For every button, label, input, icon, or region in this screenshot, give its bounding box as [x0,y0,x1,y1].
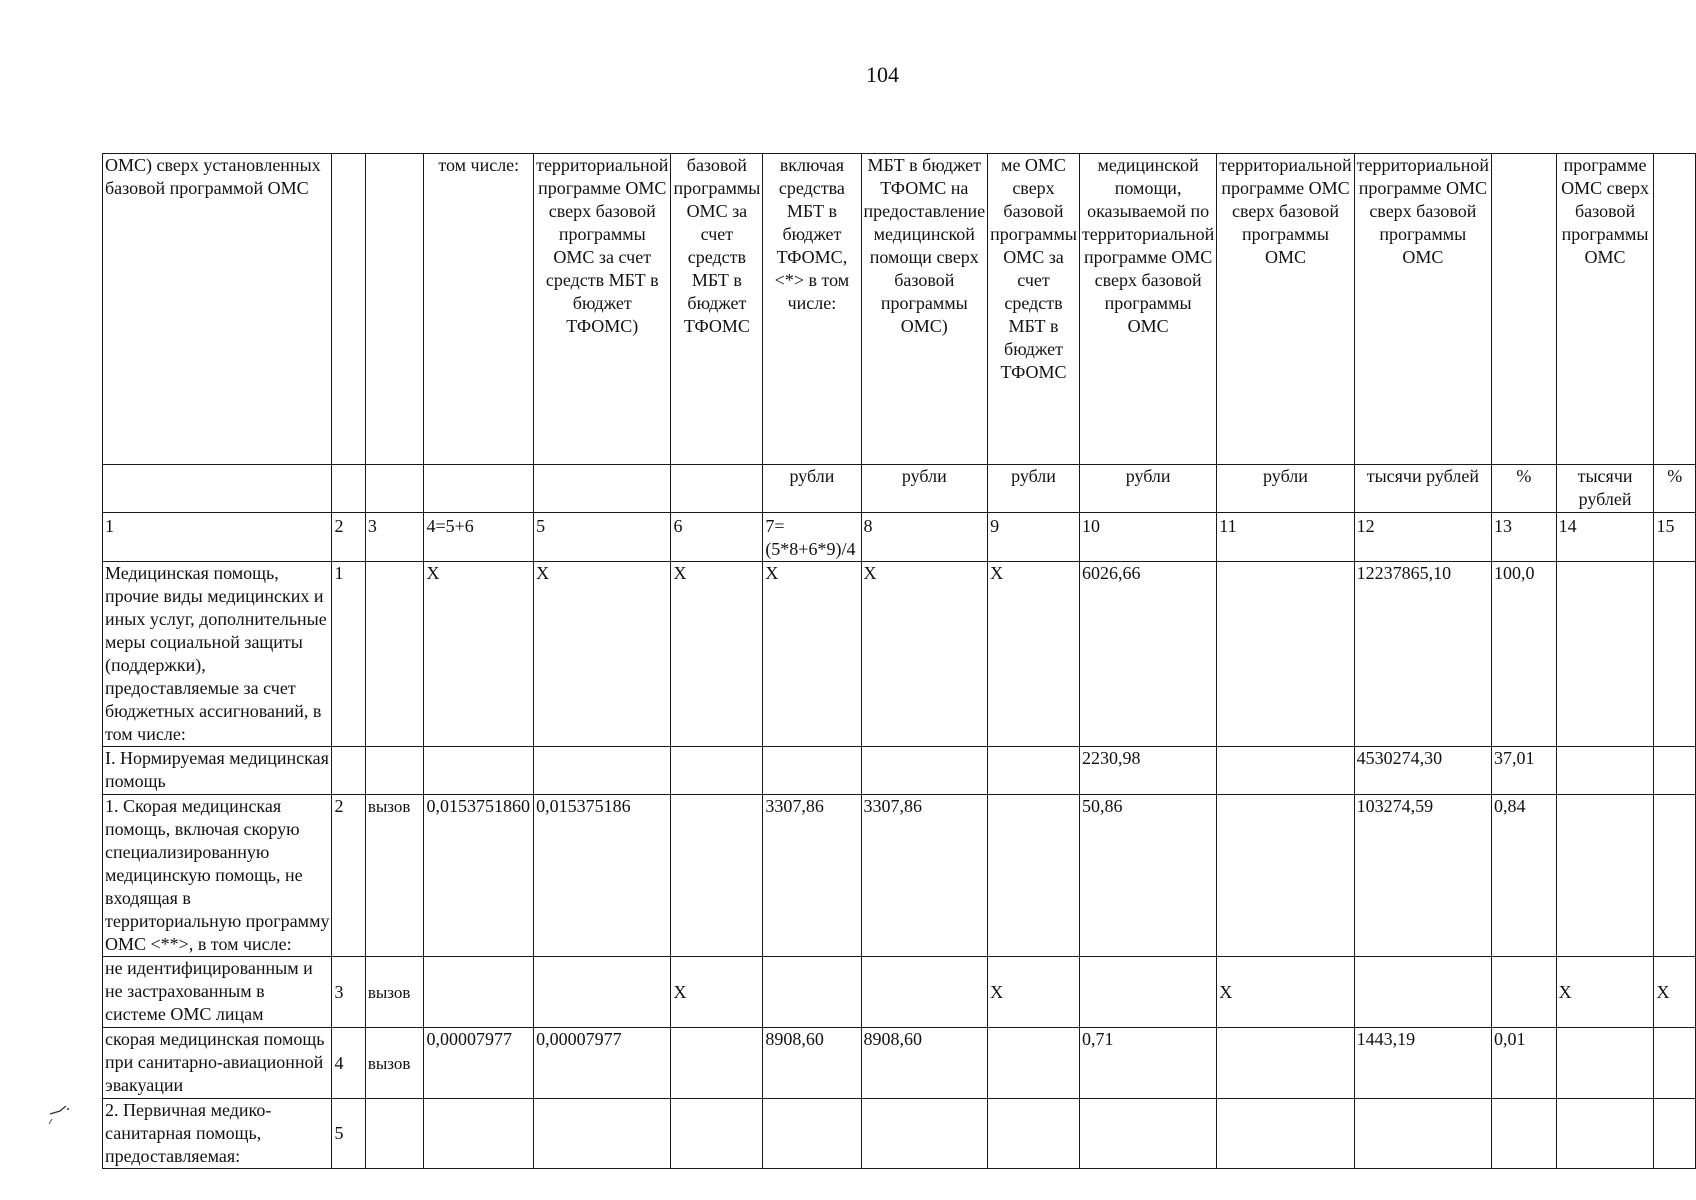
col-number-cell: 3 [365,513,424,562]
table-cell: вызов [365,957,424,1028]
table-cell: X [988,562,1080,747]
table-cell [534,747,671,795]
row-label: I. Нормируемая медицинская помощь [103,747,332,795]
unit-cell [332,465,365,513]
table-cell: 100,0 [1492,562,1557,747]
header-cell [332,154,365,465]
table-row [103,1099,1696,1169]
row-label: Медицинская помощь, прочие виды медицинских и иных услуг, дополнительные меры социальной защиты (поддержки), предоставляемые за счет бюджетных ассигнований, в том числе: [103,562,332,747]
header-cell: ОМС) сверх установленных базовой программой ОМС [103,154,332,465]
table-cell: X [534,562,671,747]
header-cell: МБТ в бюджет ТФОМС на предоставление медицинской помощи сверх базовой программы ОМС) [861,154,988,465]
table-cell: вызов [365,1028,424,1099]
table-cell [365,562,424,747]
table-cell: 4530274,30 [1354,747,1491,795]
col-number-cell: 12 [1354,513,1491,562]
table-cell [1556,1099,1654,1169]
table-cell [424,747,534,795]
table-cell: X [763,562,861,747]
table-cell [1556,747,1654,795]
col-number-cell: 13 [1492,513,1557,562]
table-cell: 1443,19 [1354,1028,1491,1099]
table-cell [671,1099,763,1169]
unit-cell [103,465,332,513]
table-cell [763,747,861,795]
table-cell: X [861,562,988,747]
row-label: 1. Скорая медицинская помощь, включая скорую специализированную медицинскую помощь, не входящая в территориальную программу ОМС <**>, в том числе: [103,795,332,957]
table-row [103,1028,1696,1099]
table-cell: X [1217,957,1354,1028]
col-number-cell: 8 [861,513,988,562]
unit-cell: тысячи рублей [1556,465,1654,513]
norms-table [102,153,1696,1169]
col-number-cell: 6 [671,513,763,562]
header-cell: территориальной программе ОМС сверх базовой программы ОМС [1354,154,1491,465]
unit-cell: % [1654,465,1696,513]
table-cell [1217,747,1354,795]
header-cell: медицинской помощи, оказываемой по территориальной программе ОМС сверх базовой программы ОМС [1079,154,1216,465]
table-cell: 0,71 [1079,1028,1216,1099]
table-cell [424,1099,534,1169]
unit-cell: рубли [1217,465,1354,513]
table-row [103,957,1696,1028]
page-number: 104 [866,62,899,87]
header-cell: включая средства МБТ в бюджет ТФОМС, <*> в том числе: [763,154,861,465]
unit-cell [365,465,424,513]
header-cell: ме ОМС сверх базовой программы ОМС за счет средств МБТ в бюджет ТФОМС [988,154,1080,465]
unit-cell: тысячи рублей [1354,465,1491,513]
table-cell [1654,1028,1696,1099]
table-cell [1556,1028,1654,1099]
table-cell [1492,1099,1557,1169]
unit-cell [671,465,763,513]
table-cell [763,957,861,1028]
table-cell: 0,84 [1492,795,1557,957]
table-cell [1654,1099,1696,1169]
col-number-cell: 7=(5*8+6*9)/4 [763,513,861,562]
table-cell: 0,01 [1492,1028,1557,1099]
table-cell: 37,01 [1492,747,1557,795]
unit-cell [534,465,671,513]
row-label: не идентифицированным и не застрахованным в системе ОМС лицам [103,957,332,1028]
header-cell: программе ОМС сверх базовой программы ОМС [1556,154,1654,465]
unit-cell: % [1492,465,1557,513]
table-cell: 2 [332,795,365,957]
table-cell [1556,562,1654,747]
header-cell: территориальной программе ОМС сверх базовой программы ОМС за счет средств МБТ в бюджет ТФОМС) [534,154,671,465]
table-cell [1217,795,1354,957]
table-cell: X [671,957,763,1028]
table-cell: 3307,86 [861,795,988,957]
table-cell [1556,795,1654,957]
table-cell [763,1099,861,1169]
row-label: 2. Первичная медико-санитарная помощь, предоставляемая: [103,1099,332,1169]
table-row [103,795,1696,957]
table-cell [861,957,988,1028]
col-number-cell: 14 [1556,513,1654,562]
table-cell [861,1099,988,1169]
col-number-cell: 1 [103,513,332,562]
col-number-cell: 2 [332,513,365,562]
table-cell [1217,562,1354,747]
table-cell: 2230,98 [1079,747,1216,795]
table-cell [671,1028,763,1099]
table-cell [1217,1099,1354,1169]
table-cell: 12237865,10 [1354,562,1491,747]
col-number-cell: 10 [1079,513,1216,562]
table-cell [1354,957,1491,1028]
table-cell: 103274,59 [1354,795,1491,957]
table-cell: 0,00007977 [424,1028,534,1099]
table-cell [365,1099,424,1169]
table-cell: X [1556,957,1654,1028]
table-cell [534,1099,671,1169]
table-cell: 0,00007977 [534,1028,671,1099]
table-cell: X [671,562,763,747]
table-cell [988,1028,1080,1099]
header-cell [365,154,424,465]
table-cell: вызов [365,795,424,957]
unit-cell: рубли [763,465,861,513]
table-cell [1079,957,1216,1028]
table-cell: 8908,60 [763,1028,861,1099]
header-cell: том числе: [424,154,534,465]
header-row [103,154,1696,465]
header-cell [1654,154,1696,465]
row-label: скорая медицинская помощь при санитарно-авиационной эвакуации [103,1028,332,1099]
table-cell [424,957,534,1028]
table-cell: X [988,957,1080,1028]
table-cell: X [424,562,534,747]
units-row [103,465,1696,513]
table-cell: 50,86 [1079,795,1216,957]
table-cell [365,747,424,795]
table-cell: 6026,66 [1079,562,1216,747]
header-cell [1492,154,1557,465]
table-cell: 0,015375186 [534,795,671,957]
table-cell: 3307,86 [763,795,861,957]
table-cell [671,795,763,957]
table-cell: 0,0153751860 [424,795,534,957]
table-cell [988,747,1080,795]
table-cell: 1 [332,562,365,747]
table-cell [1654,795,1696,957]
table-cell: X [1654,957,1696,1028]
col-number-cell: 11 [1217,513,1354,562]
unit-cell: рубли [988,465,1080,513]
table-cell [1217,1028,1354,1099]
header-cell: базовой программы ОМС за счет средств МБТ в бюджет ТФОМС [671,154,763,465]
unit-cell: рубли [1079,465,1216,513]
table-cell [988,795,1080,957]
table-row [103,747,1696,795]
table-cell [861,747,988,795]
unit-cell [424,465,534,513]
table-cell [332,747,365,795]
table-cell [1654,747,1696,795]
table-cell: 3 [332,957,365,1028]
column-numbers-row [103,513,1696,562]
table-cell [1492,957,1557,1028]
scan-mark-icon [46,1100,86,1140]
table-cell [1354,1099,1491,1169]
table-cell: 8908,60 [861,1028,988,1099]
table-cell: 5 [332,1099,365,1169]
table-cell [671,747,763,795]
table-cell: 4 [332,1028,365,1099]
col-number-cell: 15 [1654,513,1696,562]
col-number-cell: 5 [534,513,671,562]
table-cell [534,957,671,1028]
table-row [103,562,1696,747]
table-cell [1654,562,1696,747]
col-number-cell: 4=5+6 [424,513,534,562]
col-number-cell: 9 [988,513,1080,562]
unit-cell: рубли [861,465,988,513]
table-cell [1079,1099,1216,1169]
header-cell: территориальной программе ОМС сверх базовой программы ОМС [1217,154,1354,465]
table-cell [988,1099,1080,1169]
